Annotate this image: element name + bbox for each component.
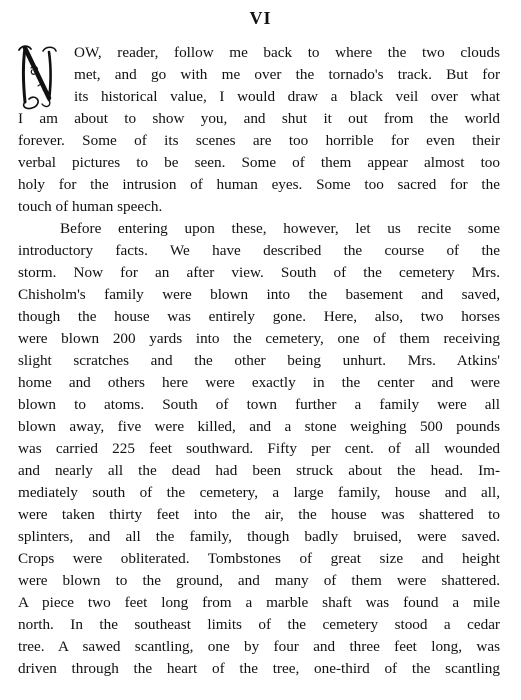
text-line-9: Before entering upon these, however, let us recite some (60, 220, 500, 237)
text-line-25: were blown to the ground, and many of them were shattered. (18, 572, 500, 589)
text-line-5: forever. Some of its scenes are too horrible for even their (18, 132, 500, 149)
text-line-28: tree. A sawed scantling, one by four and three feet long, was (18, 638, 500, 655)
text-line-1: OW, reader, follow me back to where the two clouds (74, 44, 500, 61)
text-line-4: I am about to show you, and shut it out from the world (18, 110, 500, 127)
text-line-8: touch of human speech. (18, 198, 163, 215)
text-line-26: A piece two feet long from a marble shaft was found a mile (18, 594, 500, 611)
text-line-14: were blown 200 yards into the cemetery, one of them receiving (18, 330, 500, 347)
text-line-15: slight scratches and the other being unhurt. Mrs. Atkins' (18, 352, 500, 369)
text-line-18: blown away, five were killed, and a stone weighing 500 pounds (18, 418, 500, 435)
text-line-6: verbal pictures to be seen. Some of them appear almost too (18, 154, 500, 171)
text-line-2: met, and go with me over the tornado's track. But for (74, 66, 500, 83)
text-line-17: blown to atoms. South of town further a family were all (18, 396, 500, 413)
text-line-3: its historical value, I would draw a black veil over what (74, 88, 500, 105)
text-line-24: Crops were obliterated. Tombstones of great size and height (18, 550, 500, 567)
text-line-29: driven through the heart of the tree, one-third of the scantling (18, 660, 500, 677)
text-line-10: introductory facts. We have described the course of the (18, 242, 500, 259)
text-line-7: holy for the intrusion of human eyes. Some too sacred for the (18, 176, 500, 193)
text-line-23: splinters, and all the family, though badly bruised, were saved. (18, 528, 500, 545)
text-line-12: Chisholm's family were blown into the basement and saved, (18, 286, 500, 303)
text-line-11: storm. Now for an after view. South of the cemetery Mrs. (18, 264, 500, 281)
text-line-13: though the house was entirely gone. Here, also, two horses (18, 308, 500, 325)
text-line-16: home and others here were exactly in the center and were (18, 374, 500, 391)
text-line-22: were taken thirty feet into the air, the house was shattered to (18, 506, 500, 523)
chapter-number: VI (249, 8, 272, 28)
text-line-19: was carried 225 feet southward. Fifty per cent. of all wounded (18, 440, 500, 457)
text-line-21: mediately south of the cemetery, a large family, house and all, (18, 484, 500, 501)
text-line-27: north. In the southeast limits of the cemetery stood a cedar (18, 616, 500, 633)
ornamental-drop-cap-n (16, 42, 60, 112)
text-line-20: and nearly all the dead had been struck about the head. Im- (18, 462, 500, 479)
